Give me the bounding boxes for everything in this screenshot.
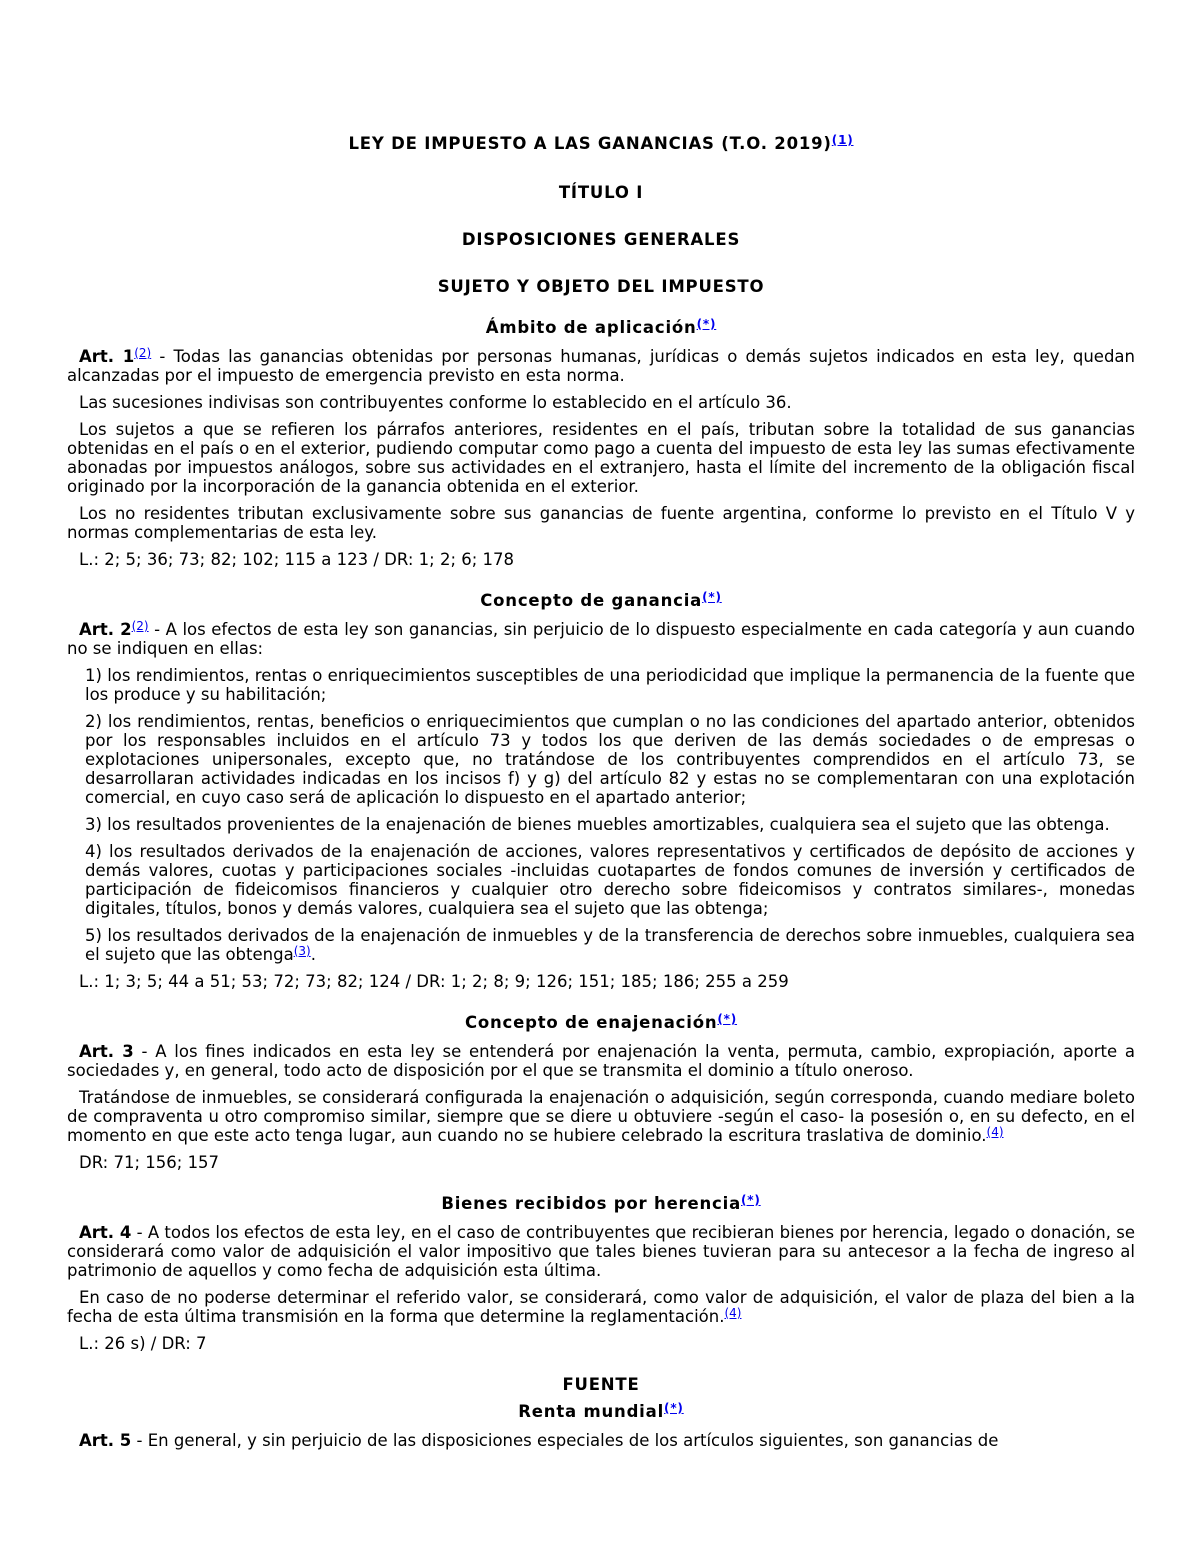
article-label: Art. 3: [79, 1042, 134, 1061]
general-provisions-heading: DISPOSICIONES GENERALES: [461, 230, 741, 249]
footnote-link[interactable]: (*): [741, 1193, 761, 1207]
section-heading-ganancia: Concepto de ganancia(*): [480, 590, 722, 610]
art2-references: L.: 1; 3; 5; 44 a 51; 53; 72; 73; 82; 124 / DR: 1; 2; 8; 9; 126; 151; 185; 186; 255 a 259: [79, 972, 789, 991]
document-content: [67, 134, 1135, 1458]
article-label: Art. 2: [79, 620, 132, 639]
art1-paragraph-2: Las sucesiones indivisas son contribuyentes conforme lo establecido en el artículo 36.: [79, 393, 792, 412]
section-heading-herencia: Bienes recibidos por herencia(*): [441, 1193, 761, 1213]
art1-paragraph: Art. 1$^{(2)}$ - Todas las ganancias obtenidas por personas humanas, jurídicas o demás sujetos indicados en esta ley, quedan alcanzadas por el impuesto de emergencia previsto en esta norma.: [67, 346, 1135, 385]
art1-paragraph-3: Los sujetos a que se refieren los párrafos anteriores, residentes en el país, tributan sobre la totalidad de sus ganancias obtenidas en el país o en el exterior, pudiendo computar como pago a cuenta del impuesto de esta ley las sumas efectivamente abonadas por impuestos análogos, sobre sus actividades en el extranjero, hasta el límite del incremento de la obligación fiscal originado por la incorporación de la ganancia obtenida en el exterior.: [67, 420, 1135, 496]
footnote-link[interactable]: (3): [293, 944, 311, 958]
art1-references: L.: 2; 5; 36; 73; 82; 102; 115 a 123 / DR: 1; 2; 6; 178: [79, 550, 515, 569]
footnote-link[interactable]: (*): [696, 317, 717, 331]
footnote-link[interactable]: (1): [831, 133, 854, 147]
law-title: LEY DE IMPUESTO A LAS GANANCIAS (T.O. 2019)$^{(1)}$: [348, 133, 854, 153]
source-heading: FUENTE: [562, 1375, 640, 1394]
footnote-link[interactable]: (4): [986, 1125, 1004, 1139]
art1-paragraph-4: Los no residentes tributan exclusivamente sobre sus ganancias de fuente argentina, conforme lo previsto en el Título V y normas complementarias de esta ley.: [67, 504, 1135, 542]
article-label: Art. 5: [79, 1431, 132, 1450]
art3-paragraph-2: Tratándose de inmuebles, se considerará configurada la enajenación o adquisición, según corresponda, cuando mediare boleto de compraventa u otro compromiso similar, siempre que se diere u obtuviere -según el caso- la posesión o, en su defecto, en el momento en que este acto tenga lugar, aun cuando no se hubiere celebrado la escritura traslativa de dominio.$^{(4)}$: [67, 1088, 1135, 1145]
art2-item-1: 1) los rendimientos, rentas o enriquecimientos susceptibles de una periodicidad que implique la permanencia de la fuente que los produce y su habilitación;: [85, 666, 1135, 704]
art4-paragraph-2: En caso de no poderse determinar el referido valor, se considerará, como valor de adquisición, el valor de plaza del bien a la fecha de esta última transmisión en la forma que determine la reglamentación.$^{(4)}$: [67, 1288, 1135, 1326]
section-heading-renta-mundial: Renta mundial(*): [518, 1401, 684, 1421]
footnote-link[interactable]: (2): [134, 346, 152, 360]
footnote-link[interactable]: (2): [131, 619, 149, 633]
art2-item-3: 3) los resultados provenientes de la enajenación de bienes muebles amortizables, cualquiera sea el sujeto que las obtenga.: [85, 815, 1110, 834]
art2-item-5: 5) los resultados derivados de la enajenación de inmuebles y de la transferencia de derechos sobre inmuebles, cualquiera sea el sujeto que las obtenga$^{(3)}$.: [85, 926, 1135, 964]
article-label: Art. 4: [79, 1223, 132, 1242]
art4-paragraph: Art. 4 - A todos los efectos de esta ley, en el caso de contribuyentes que recibieran bienes por herencia, legado o donación, se considerará como valor de adquisición el valor impositivo que tales bienes tuvieran para su antecesor a la fecha de ingreso al patrimonio de aquellos y como fecha de adquisición esta última.: [67, 1223, 1135, 1280]
art4-references: L.: 26 s) / DR: 7: [79, 1334, 207, 1353]
footnote-link[interactable]: (*): [664, 1401, 684, 1415]
footnote-link[interactable]: (*): [717, 1012, 738, 1026]
art3-paragraph: Art. 3 - A los fines indicados en esta ley se entenderá por enajenación la venta, permuta, cambio, expropiación, aporte a sociedades y, en general, todo acto de disposición por el que se transmita el dominio a título oneroso.: [67, 1042, 1135, 1080]
art2-paragraph: Art. 2$^{(2)}$ - A los efectos de esta ley son ganancias, sin perjuicio de lo dispuesto especialmente en cada categoría y aun cuando no se indiquen en ellas:: [67, 619, 1135, 658]
title-heading: TÍTULO I: [558, 183, 644, 202]
art5-paragraph: Art. 5 - En general, y sin perjuicio de las disposiciones especiales de los artículos siguientes, son ganancias de: [79, 1431, 999, 1450]
art2-item-4: 4) los resultados derivados de la enajenación de acciones, valores representativos y certificados de depósito de acciones y demás valores, cuotas y participaciones sociales -incluidas cuotapartes de fondos comunes de inversión y certificados de participación de fideicomisos financieros y cualquier otro derecho sobre fideicomisos y contratos similares-, monedas digitales, títulos, bonos y demás valores, cualquiera sea el sujeto que las obtenga;: [85, 842, 1135, 918]
subject-object-heading: SUJETO Y OBJETO DEL IMPUESTO: [437, 277, 765, 296]
art3-references: DR: 71; 156; 157: [79, 1153, 220, 1172]
art2-item-2: 2) los rendimientos, rentas, beneficios o enriquecimientos que cumplan o no las condiciones del apartado anterior, obtenidos por los responsables incluidos en el artículo 73 y todos los que deriven de las demás sociedades o de empresas o explotaciones unipersonales, excepto que, no tratándose de los contribuyentes comprendidos en el artículo 73, se desarrollaran actividades indicadas en los incisos f) y g) del artículo 82 y estas no se complementaran con una explotación comercial, en cuyo caso será de aplicación lo dispuesto en el apartado anterior;: [85, 712, 1135, 807]
section-heading-ambito: Ámbito de aplicación(*): [485, 317, 717, 337]
footnote-link[interactable]: (*): [702, 590, 722, 604]
section-heading-enajenacion: Concepto de enajenación(*): [464, 1012, 738, 1032]
article-label: Art. 1: [79, 347, 135, 366]
footnote-link[interactable]: (4): [724, 1306, 742, 1320]
